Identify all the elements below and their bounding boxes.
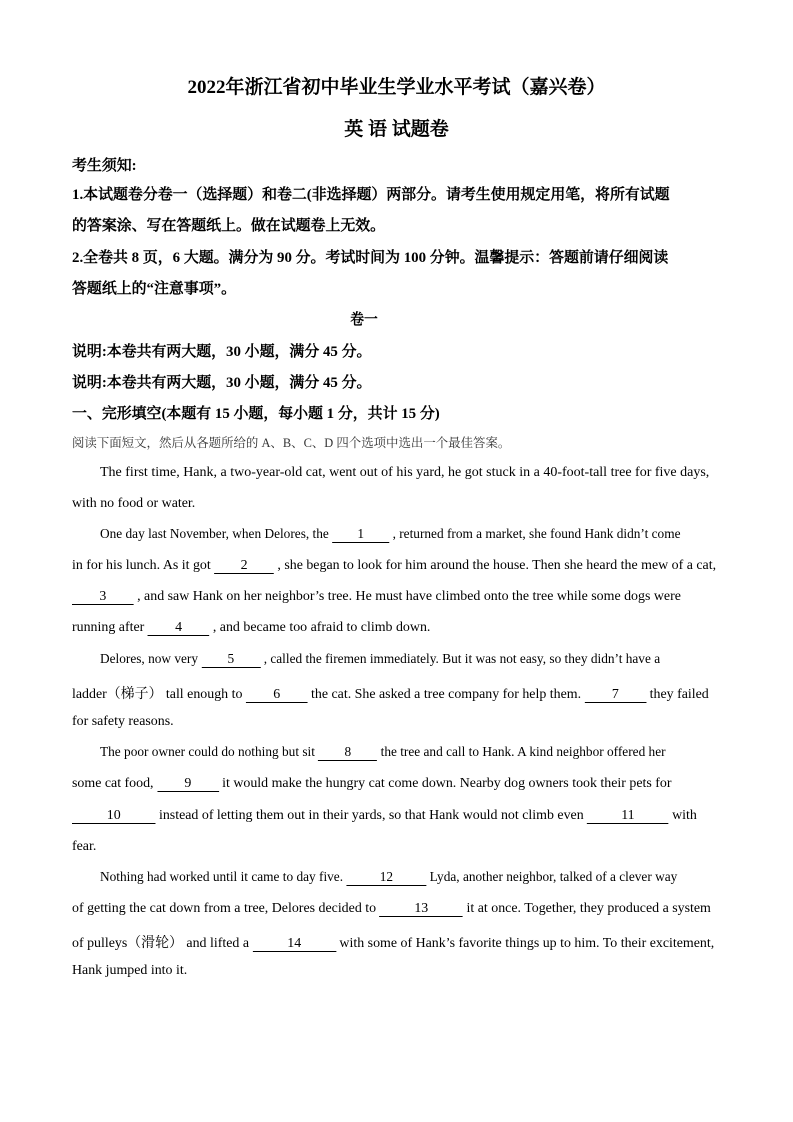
passage-line: 10 instead of letting them out in their yards, so that Hank would not climb even 11 with <box>72 808 728 824</box>
passage-line: Hank jumped into it. <box>72 963 188 978</box>
notice-item1-line1: 1.本试题卷分卷一（选择题）和卷二(非选择题）两部分。请考生使用规定用笔，将所有试题 <box>72 187 670 203</box>
passage-line: running after 4 , and became too afraid to climb down. <box>72 620 431 635</box>
passage-line: One day last November, when Delores, the 1 , returned from a market, she found Hank didn’t come <box>100 527 681 542</box>
section-heading: 一、完形填空(本题有 15 小题，每小题 1 分，共计 15 分) <box>72 406 440 422</box>
blank-9: 9 <box>157 777 219 792</box>
exam-subtitle: 英 语 试题卷 <box>344 119 449 140</box>
blank-3: 3 <box>72 590 134 605</box>
passage-line: of pulleys（滑轮） and lifted a 14 with some of Hank’s favorite things up to him. To their excitement, <box>72 936 715 951</box>
section-instruction: 阅读下面短文，然后从各题所给的 A、B、C、D 四个选项中选出一个最佳答案。 <box>72 436 511 450</box>
notice-item2-line1: 2.全卷共 8 页，6 大题。满分为 90 分。考试时间为 100 分钟。温馨提示：答题前请仔细阅读 <box>72 250 669 266</box>
passage-line: fear. <box>72 839 97 854</box>
explanation-1: 说明:本卷共有两大题，30 小题，满分 45 分。 <box>72 344 372 360</box>
passage-line: with no food or water. <box>72 496 196 511</box>
explanation-2: 说明:本卷共有两大题，30 小题，满分 45 分。 <box>72 375 372 391</box>
notice-item2-line2: 答题纸上的“注意事项”。 <box>72 281 237 297</box>
passage-line: The poor owner could do nothing but sit 8 the tree and call to Hank. A kind neighbor offered her <box>100 745 666 760</box>
volume-heading: 卷一 <box>350 312 378 328</box>
blank-6: 6 <box>246 688 308 703</box>
blank-11: 11 <box>587 809 668 824</box>
notice-item1-line2: 的答案涂、写在答题纸上。做在试题卷上无效。 <box>72 218 386 234</box>
passage-line: The first time, Hank, a two-year-old cat, went out of his yard, he got stuck in a 40-foot-tall tree for five days, <box>100 465 710 480</box>
exam-title: 2022年浙江省初中毕业生学业水平考试（嘉兴卷） <box>187 77 606 98</box>
blank-13: 13 <box>380 902 463 917</box>
blank-8: 8 <box>318 746 377 761</box>
blank-10: 10 <box>72 809 155 824</box>
blank-7: 7 <box>585 688 647 703</box>
blank-5: 5 <box>201 653 260 668</box>
blank-14: 14 <box>252 937 335 952</box>
passage-line: 3 , and saw Hank on her neighbor’s tree. He must have climbed onto the tree while some dogs were <box>72 589 728 605</box>
passage-line: of getting the cat down from a tree, Delores decided to 13 it at once. Together, they produced a system <box>72 901 711 916</box>
passage-line: Delores, now very 5 , called the firemen immediately. But it was not easy, so they didn’t have a <box>100 652 661 667</box>
passage-line: for safety reasons. <box>72 714 174 729</box>
notice-heading: 考生须知: <box>72 158 137 174</box>
passage-line: some cat food, 9 it would make the hungry cat come down. Nearby dog owners took their pets for <box>72 776 672 791</box>
passage-line: in for his lunch. As it got 2 , she began to look for him around the house. Then she heard the mew of a cat, <box>72 558 717 573</box>
passage-line: ladder（梯子） tall enough to 6 the cat. She asked a tree company for help them. 7 they failed <box>72 687 709 702</box>
passage-line: Nothing had worked until it came to day five. 12 Lyda, another neighbor, talked of a clever way <box>100 870 678 885</box>
blank-1: 1 <box>332 528 389 543</box>
blank-4: 4 <box>148 621 210 636</box>
blank-12: 12 <box>346 871 426 886</box>
blank-2: 2 <box>214 559 274 574</box>
